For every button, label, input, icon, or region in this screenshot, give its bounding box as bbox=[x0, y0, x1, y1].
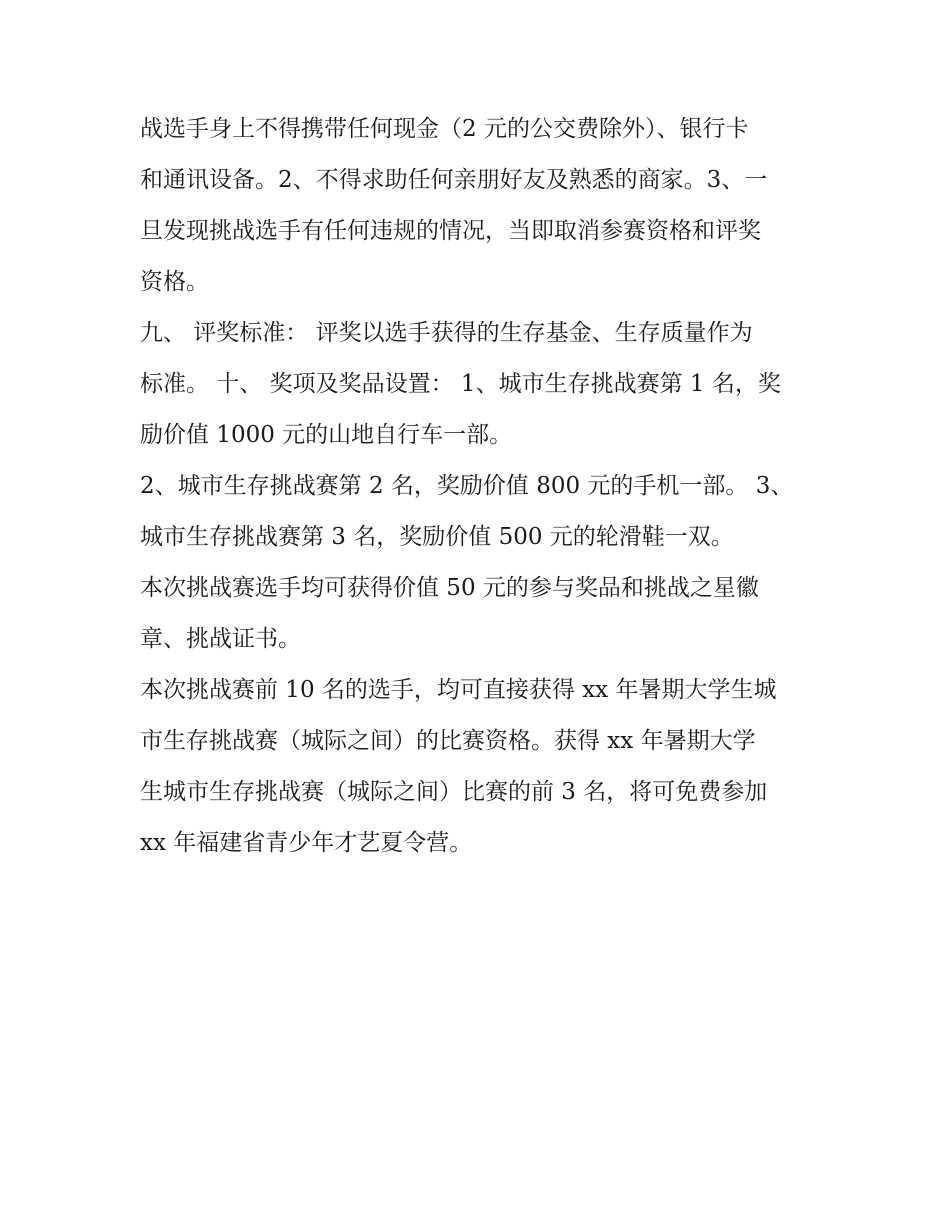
text-line: 本次挑战赛选手均可获得价值 50 元的参与奖品和挑战之星徽 bbox=[140, 575, 759, 601]
text-line: 旦发现挑战选手有任何违规的情况，当即取消参赛资格和评奖 bbox=[140, 218, 761, 244]
text-line: 本次挑战赛前 10 名的选手，均可直接获得 xx 年暑期大学生城 bbox=[140, 677, 777, 703]
text-line: 标准。 十、 奖项及奖品设置： 1、城市生存挑战赛第 1 名，奖 bbox=[140, 371, 781, 397]
text-line: 和通讯设备。2、不得求助任何亲朋好友及熟悉的商家。3、一 bbox=[140, 167, 768, 193]
text-line: 2、城市生存挑战赛第 2 名，奖励价值 800 元的手机一部。 3、 bbox=[140, 473, 794, 499]
text-line: 城市生存挑战赛第 3 名，奖励价值 500 元的轮滑鞋一双。 bbox=[140, 524, 734, 550]
text-line: 市生存挑战赛（城际之间）的比赛资格。获得 xx 年暑期大学 bbox=[140, 728, 756, 754]
text-line: 章、挑战证书。 bbox=[140, 626, 301, 652]
text-line: 九、 评奖标准： 评奖以选手获得的生存基金、生存质量作为 bbox=[140, 320, 753, 346]
text-line: 生城市生存挑战赛（城际之间）比赛的前 3 名，将可免费参加 bbox=[140, 779, 768, 805]
text-line: 励价值 1000 元的山地自行车一部。 bbox=[140, 422, 513, 448]
document-body bbox=[140, 104, 815, 869]
text-line: 资格。 bbox=[140, 269, 209, 295]
text-line: xx 年福建省青少年才艺夏令营。 bbox=[140, 830, 473, 856]
text-line: 战选手身上不得携带任何现金（2 元的公交费除外）、银行卡 bbox=[140, 116, 749, 142]
